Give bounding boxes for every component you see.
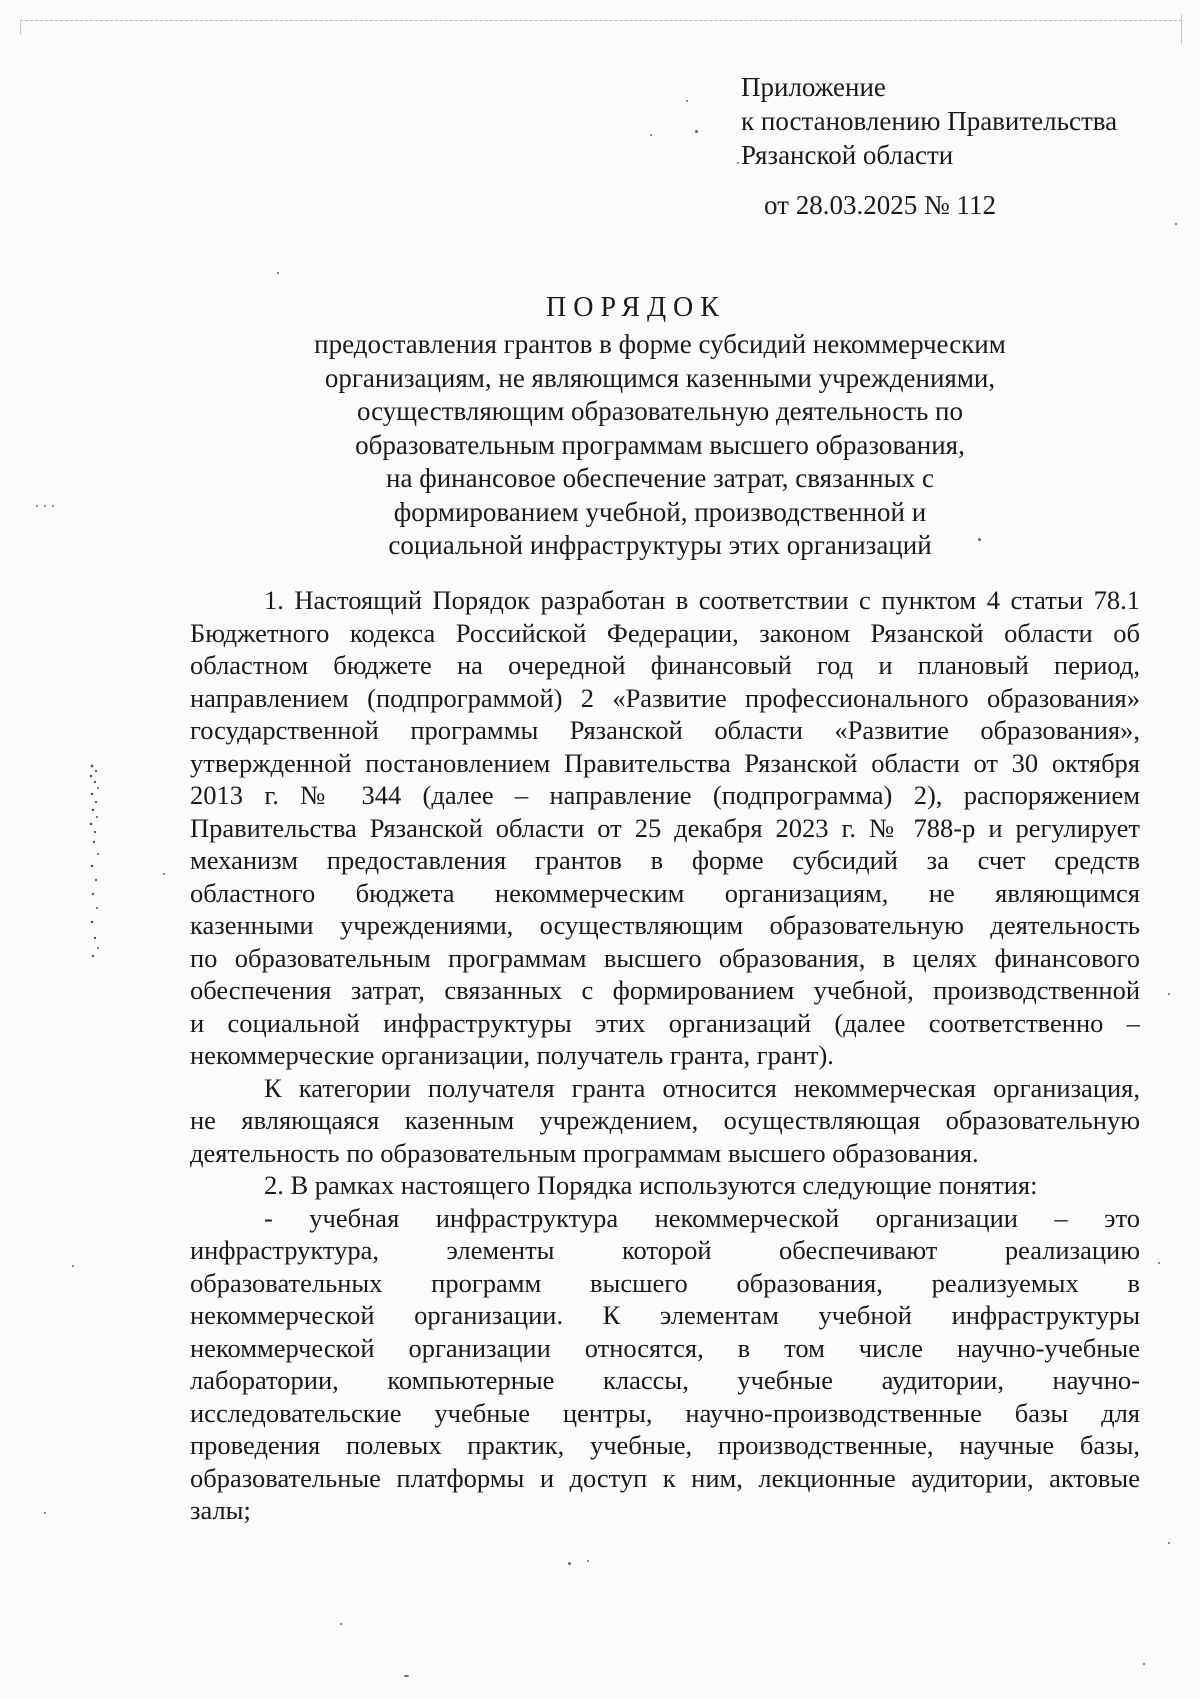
body-line: и социальной инфраструктуры этих организаций (далее соответственно – xyxy=(190,1007,1140,1038)
document-body xyxy=(190,584,1140,1527)
scan-speck xyxy=(72,1265,74,1267)
subtitle-line: на финансовое обеспечение затрат, связанных с xyxy=(386,463,934,493)
scan-speck xyxy=(36,505,38,507)
body-line: по образовательным программам высшего образования, в целях финансового xyxy=(190,942,1140,973)
scan-speck xyxy=(44,1512,46,1514)
body-line: обеспечения затрат, связанных с формированием учебной, производственной xyxy=(190,975,1140,1005)
scan-speck xyxy=(163,873,165,875)
body-line: государственной программы Рязанской области «Развитие образования», xyxy=(190,715,1140,745)
scan-speck xyxy=(44,505,46,507)
scan-speck xyxy=(686,100,688,102)
body-line: некоммерческой организации. К элементам учебной инфраструктуры xyxy=(190,1300,1140,1330)
body-line: инфраструктура, элементы которой обеспечивают реализацию xyxy=(190,1235,1140,1265)
scan-speck xyxy=(650,134,652,136)
body-line: исследовательские учебные центры, научно-производственные базы для xyxy=(190,1397,1140,1428)
body-line: 2013 г. № 344 (далее – направление (подпрограмма) 2), распоряжением xyxy=(190,780,1140,810)
appendix-line: Рязанской области xyxy=(741,140,954,170)
scan-speck xyxy=(568,1562,571,1565)
scan-speck xyxy=(404,1675,409,1677)
body-line: Бюджетного кодекса Российской Федерации, законом Рязанской области об xyxy=(190,617,1140,648)
body-line: направлением (подпрограммой) 2 «Развитие профессионального образования» xyxy=(190,682,1140,713)
body-line: казенными учреждениями, осуществляющим образовательную деятельность xyxy=(190,910,1140,940)
scan-speck xyxy=(340,1623,342,1625)
body-line: областном бюджете на очередной финансовый год и плановый период, xyxy=(190,650,1140,680)
subtitle-line: организациям, не являющимся казенными учреждениями, xyxy=(324,362,996,393)
body-line: образовательные платформы и доступ к ним, лекционные аудитории, актовые xyxy=(190,1462,1140,1493)
body-line: К категории получателя гранта относится некоммерческая организация, xyxy=(264,1072,1140,1103)
scan-right-edge-mark xyxy=(1181,14,1182,44)
body-line: некоммерческой организации относятся, в том числе научно-учебные xyxy=(190,1332,1140,1363)
body-line: областного бюджета некоммерческим организациям, не являющимся xyxy=(190,877,1140,908)
scan-speck xyxy=(52,505,54,507)
body-line: проведения полевых практик, учебные, производственные, научные базы, xyxy=(190,1430,1140,1460)
appendix-line: Приложение xyxy=(741,72,886,102)
body-line: деятельность по образовательным программам высшего образования. xyxy=(190,1137,979,1168)
scan-speck xyxy=(1168,993,1170,995)
body-line: залы; xyxy=(190,1495,251,1525)
body-line: не являющаяся казенным учреждением, осуществляющая образовательную xyxy=(190,1105,1140,1135)
scan-speck xyxy=(695,130,698,133)
scan-left-edge-mark xyxy=(20,20,21,34)
scan-speck xyxy=(978,538,981,541)
scan-top-edge xyxy=(20,20,1182,21)
appendix-header xyxy=(741,70,1117,172)
subtitle-line: социальной инфраструктуры этих организаций xyxy=(388,530,932,560)
body-line: некоммерческие организации, получатель гранта, грант). xyxy=(190,1040,834,1070)
body-line: механизм предоставления грантов в форме субсидий за счет средств xyxy=(190,845,1140,875)
margin-stamp-mark xyxy=(86,762,108,962)
subtitle-line: осуществляющим образовательную деятельность по xyxy=(356,396,964,426)
body-line: - учебная инфраструктура некоммерческой организации – это xyxy=(264,1202,1140,1233)
body-line: 2. В рамках настоящего Порядка используются следующие понятия: xyxy=(264,1170,1038,1200)
subtitle-line: формированием учебной, производственной и xyxy=(393,496,927,527)
document-title: ПОРЯДОК xyxy=(546,292,726,323)
body-line: 1. Настоящий Порядок разработан в соответствии с пунктом 4 статьи 78.1 xyxy=(264,585,1140,615)
scan-speck xyxy=(1175,223,1177,225)
subtitle-line: предоставления грантов в форме субсидий некоммерческим xyxy=(314,329,1006,359)
scan-speck xyxy=(1168,1542,1170,1544)
scan-speck xyxy=(587,1560,589,1562)
body-line: образовательных программ высшего образования, реализуемых в xyxy=(190,1267,1140,1298)
scan-speck xyxy=(1143,1663,1145,1665)
body-line: лаборатории, компьютерные классы, учебные аудитории, научно- xyxy=(190,1365,1140,1395)
appendix-date: от 28.03.2025 № 112 xyxy=(764,190,996,220)
scan-speck xyxy=(277,272,279,274)
body-line: утвержденной постановлением Правительства Рязанской области от 30 октября xyxy=(190,747,1140,778)
scan-speck xyxy=(1158,1262,1160,1264)
appendix-line: к постановлению Правительства xyxy=(741,106,1118,136)
document-subtitle xyxy=(200,328,1120,563)
scan-speck xyxy=(737,162,739,164)
body-line: Правительства Рязанской области от 25 декабря 2023 г. № 788-р и регулирует xyxy=(190,812,1140,843)
subtitle-line: образовательным программам высшего образования, xyxy=(355,429,965,460)
